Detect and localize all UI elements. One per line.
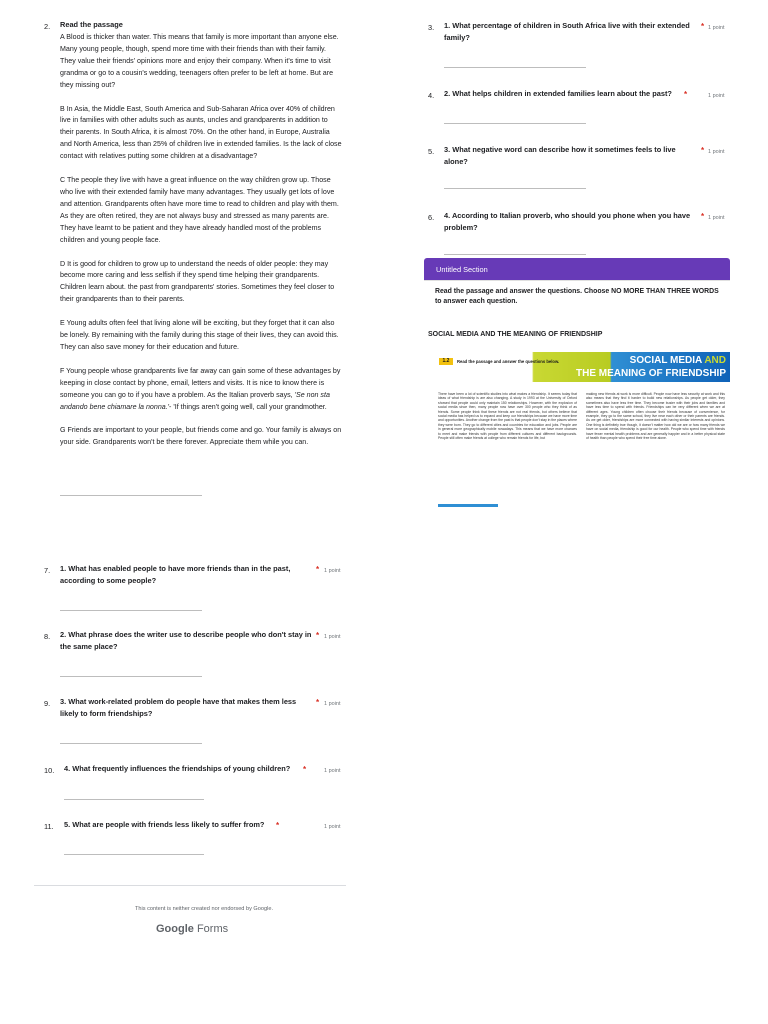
paragraph-e: E Young adults often feel that living alone will be exciting, but they forget that it can also be lonely. By remaining with the family during this stage of their lives, they can avoid this. They can also save money for their education and future.: [60, 319, 339, 351]
paragraph-f: F Young people whose grandparents live far away can gain some of these advantages by keeping in close contact by phone, email, letters and visits. It is nice to know there is someone you can go to if you have a problem. As the Italian proverb says, 'Se non sta andando bene chiamare la nonna.'- 'If things aren't going well, call your grandmother.: [60, 366, 341, 411]
question-number: 3.: [428, 23, 435, 32]
points-label: 1 point: [708, 93, 725, 99]
logo-google-text: Google: [156, 923, 194, 935]
image-column-2: making new friends at work is more difficult. People now have less security at work and this also means that they find it harder to build new relationships. As people get older, they sometimes also have less free time. They become busier with their jobs and families and have less time to spend with friends. Friendships can be very different when we are at different ages. Young children often choose their friends because of convenience, for example, they go to the same school, they live near each other or their parents are friends. As we get older, friendships are more connected with having similar interests and opinions. One thing is definitely true though, it doesn't matter how old we are or how many friends we have on social media, friendship is good for our health. People who spend time with friends have fewer mental health problems and are generally happier and in a better physical state of health than people who spend their free time alone.: [586, 392, 725, 441]
google-forms-logo[interactable]: [156, 923, 228, 935]
section-divider: [424, 280, 730, 281]
question-title: 3. What negative word can describe how it sometimes feels to live alone?: [444, 145, 676, 166]
required-asterisk: *: [701, 146, 705, 155]
question-title: 3. What work-related problem do people have that makes them less likely to form friendships?: [60, 697, 297, 718]
footer-disclaimer: This content is neither created nor endorsed by Google.: [134, 906, 274, 912]
reading-passage: [60, 32, 342, 461]
question-title: 1. What percentage of children in South Africa live with their extended family?: [444, 21, 690, 42]
points-label: 1 point: [324, 568, 341, 574]
answer-field[interactable]: [444, 187, 586, 189]
required-asterisk: *: [316, 698, 320, 707]
points-label: 1 point: [324, 824, 341, 830]
question-number: 10.: [44, 766, 55, 775]
required-asterisk: *: [276, 821, 280, 830]
answer-field[interactable]: [60, 609, 202, 611]
section-header: [424, 258, 730, 280]
footer-divider: [34, 885, 346, 886]
answer-field[interactable]: [60, 742, 202, 744]
question-title: Read the passage: [60, 20, 123, 29]
image-title-part: THE MEANING OF FRIENDSHIP: [575, 368, 726, 379]
answer-field[interactable]: [60, 494, 202, 496]
paragraph-b: B In Asia, the Middle East, South America and Sub-Saharan Africa over 40% of children live in families with other adults such as aunts, uncles and grandparents in addition to their parents. In South Africa, it is almost 70%. On the other hand, in Europe, Australia and North America, less than 25% of children live in extended families. Is the lack of close contact with relatives putting some children at a disadvantage?: [60, 104, 342, 161]
question-number: 4.: [428, 91, 435, 100]
logo-forms-text: Forms: [196, 923, 229, 935]
question-number: 7.: [44, 566, 51, 575]
question-title: 4. What frequently influences the friendships of young children?: [64, 764, 291, 773]
image-title-part: AND: [704, 355, 726, 366]
image-title-part: SOCIAL MEDIA: [629, 355, 702, 366]
image-instruction: Read the passage and answer the questions below.: [457, 359, 560, 364]
image-title: [576, 354, 726, 380]
question-title: 4. According to Italian proverb, who should you phone when you have problem?: [444, 211, 691, 232]
points-label: 1 point: [708, 149, 725, 155]
points-label: 1 point: [708, 215, 725, 221]
answer-field[interactable]: [60, 675, 202, 677]
passage-image: [430, 352, 730, 512]
question-title: 5. What are people with friends less likely to suffer from?: [64, 820, 265, 829]
image-column-1: There have been a lot of scientific studies into what makes a friendship. It seems today that ideas of what friendship is are also changing. A study in 1993 at the University of Oxford showed that people could only maintain 150 relationships. However, with the explosion of social media since then, many people now have over 300 people who they think of as friends. Some people think that these friends are not real friends, but others believe that social media has helped us to expand and keep our friendships because we have more time and opportunities. Another change from the past is that people don't stay in the places where they were born. They go to different cities and countries for education and jobs. People are in general more geographically mobile nowadays. This means that we have more chances to meet and make friends with people from different cultures and different backgrounds. People still often make friends at college who remain friends for life, but: [438, 392, 577, 441]
question-number: 11.: [44, 822, 54, 831]
italian-proverb: 'Se non sta andando bene chiamare la nonna.': [60, 390, 330, 411]
paragraph-a: A Blood is thicker than water. This means that family is more important than anyone else. Many young people, though, spend more time with their friends than with their family. They value their friends' opinions more and enjoy their company. When it's time to visit grandma or go to a cousin's wedding, teenagers often prefer to be left at home. But are they missing out?: [60, 33, 339, 89]
question-number: 2.: [44, 22, 51, 31]
paragraph-c: C The people they live with have a great influence on the way children grow up. Those who live with their extended family have many advantages. They usually get lots of love and attention. Grandparents often have more time to read to children and play with them. As they are often retired, they are not always busy and stressed as many parents are. They have learnt to be patient and they have already handled most of the problems children and young people face.: [60, 176, 339, 244]
required-asterisk: *: [701, 22, 705, 31]
points-label: 1 point: [324, 701, 341, 707]
question-title: 1. What has enabled people to have more friends than in the past, according to some people?: [60, 564, 291, 585]
required-asterisk: *: [701, 212, 705, 221]
required-asterisk: *: [316, 631, 320, 640]
points-label: 1 point: [708, 25, 725, 31]
passage-heading: SOCIAL MEDIA AND THE MEANING OF FRIENDSHIP: [428, 331, 603, 338]
required-asterisk: *: [316, 565, 320, 574]
points-label: 1 point: [324, 768, 341, 774]
required-asterisk: *: [684, 90, 688, 99]
answer-field[interactable]: [64, 853, 204, 855]
question-number: 9.: [44, 699, 51, 708]
points-label: 1 point: [324, 634, 341, 640]
section-title: Untitled Section: [436, 265, 488, 274]
question-title: 2. What phrase does the writer use to describe people who don't stay in the same place?: [60, 630, 312, 651]
paragraph-g: G Friends are important to your people, but friends come and go. Your family is always on your side. Grandparents won't be there forever. Appreciate them while you can.: [60, 426, 342, 447]
answer-field[interactable]: [444, 122, 586, 124]
required-asterisk: *: [303, 765, 307, 774]
section-instructions: Read the passage and answer the questions. Choose NO MORE THAN THREE WORDS to answer each question.: [435, 288, 719, 305]
question-number: 8.: [44, 632, 51, 641]
image-accent-bar: [438, 504, 498, 507]
exercise-badge: 1.2: [439, 358, 453, 365]
question-number: 5.: [428, 147, 435, 156]
answer-field[interactable]: [64, 798, 204, 800]
question-title: 2. What helps children in extended families learn about the past?: [444, 89, 672, 98]
question-number: 6.: [428, 213, 435, 222]
answer-field[interactable]: [444, 253, 586, 255]
answer-field[interactable]: [444, 66, 586, 68]
paragraph-d: D It is good for children to grow up to understand the needs of older people: they may become more caring and less selfish if they spend time helping their grandparents. Children learn about. the past from grandparents' stories. Sometimes they feel closer to their grandparents than to their parents.: [60, 259, 335, 304]
